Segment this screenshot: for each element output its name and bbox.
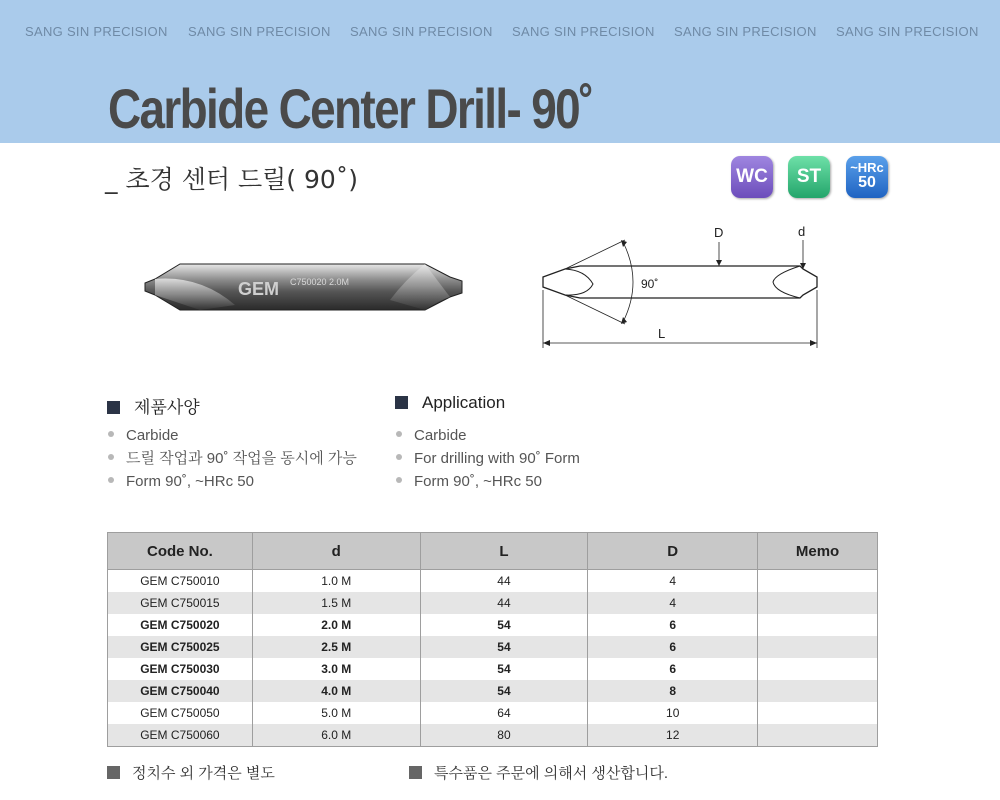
- table-row: [108, 658, 878, 680]
- cell-memo: [758, 636, 878, 658]
- cell-memo: [758, 658, 878, 680]
- cell-code: GEM C750020: [108, 614, 253, 636]
- column-header-D: D: [588, 533, 758, 570]
- diagram-label-L: L: [658, 326, 666, 341]
- note-price-text: 정치수 외 가격은 별도: [132, 765, 275, 782]
- cell-D: 10: [588, 702, 758, 724]
- column-header-L: L: [420, 533, 588, 570]
- specs-en-heading: [395, 393, 505, 413]
- cell-d: 2.5 M: [252, 636, 420, 658]
- cell-D: 4: [588, 570, 758, 593]
- table-row: [108, 680, 878, 702]
- cell-D: 12: [588, 724, 758, 747]
- cell-memo: [758, 570, 878, 593]
- table-row: [108, 592, 878, 614]
- cell-memo: [758, 592, 878, 614]
- diagram-arrow: [716, 260, 722, 266]
- cell-D: 4: [588, 592, 758, 614]
- spec-table: [107, 532, 878, 747]
- diagram-drill-outline: [543, 266, 817, 298]
- diagram-flute-right: [773, 266, 800, 298]
- list-item: [396, 424, 580, 447]
- cell-d: 2.0 M: [252, 614, 420, 636]
- cell-d: 3.0 M: [252, 658, 420, 680]
- diagram-arrow: [810, 340, 817, 346]
- cell-D: 8: [588, 680, 758, 702]
- cell-code: GEM C750060: [108, 724, 253, 747]
- dot-bullet-icon: [396, 454, 402, 460]
- list-item-text: 드릴 작업과 90˚ 작업을 동시에 가능: [126, 450, 357, 467]
- note-special-order: [409, 762, 668, 783]
- wc-material-badge: WC: [731, 156, 773, 198]
- diagram-arrow: [621, 240, 627, 247]
- list-item-text: Carbide: [126, 427, 179, 444]
- cell-L: 54: [420, 636, 588, 658]
- cell-D: 6: [588, 658, 758, 680]
- hrc-badge: [846, 156, 888, 198]
- cell-code: GEM C750010: [108, 570, 253, 593]
- cell-d: 1.0 M: [252, 570, 420, 593]
- list-item: [396, 447, 580, 470]
- cell-memo: [758, 702, 878, 724]
- diagram-angle-arc: [623, 242, 633, 322]
- square-bullet-icon: [107, 766, 120, 779]
- cell-code: GEM C750050: [108, 702, 253, 724]
- cell-L: 54: [420, 658, 588, 680]
- square-bullet-icon: [409, 766, 422, 779]
- list-item-text: Form 90˚, ~HRc 50: [126, 473, 254, 490]
- brand-text: SANG SIN PRECISION: [674, 24, 817, 39]
- cell-L: 44: [420, 592, 588, 614]
- list-item: [108, 470, 357, 493]
- table-row: [108, 614, 878, 636]
- diagram-label-angle: 90˚: [641, 277, 659, 291]
- cell-D: 6: [588, 636, 758, 658]
- note-price: [107, 762, 275, 783]
- dot-bullet-icon: [108, 477, 114, 483]
- brand-text: SANG SIN PRECISION: [350, 24, 493, 39]
- cell-D: 6: [588, 614, 758, 636]
- cell-L: 80: [420, 724, 588, 747]
- list-item: [396, 470, 580, 493]
- cell-memo: [758, 724, 878, 747]
- cell-d: 4.0 M: [252, 680, 420, 702]
- cell-code: GEM C750025: [108, 636, 253, 658]
- cell-L: 54: [420, 680, 588, 702]
- specs-ko-heading-text: 제품사양: [134, 398, 200, 417]
- square-bullet-icon: [107, 401, 120, 414]
- list-item-text: Carbide: [414, 427, 467, 444]
- brand-text: SANG SIN PRECISION: [25, 24, 168, 39]
- brand-text: SANG SIN PRECISION: [188, 24, 331, 39]
- drill-engraving: GEM: [238, 279, 280, 299]
- note-special-order-text: 특수품은 주문에 의해서 생산합니다.: [434, 765, 669, 782]
- dot-bullet-icon: [108, 431, 114, 437]
- dot-bullet-icon: [108, 454, 114, 460]
- page-title: Carbide Center Drill- 90˚: [108, 77, 593, 140]
- cell-d: 1.5 M: [252, 592, 420, 614]
- column-header-d: d: [252, 533, 420, 570]
- hrc-badge-top: ~HRc: [850, 160, 884, 175]
- drill-engraving-small: C750020 2.0M: [290, 277, 350, 287]
- diagram-arrow: [621, 317, 627, 324]
- st-material-badge: ST: [788, 156, 830, 198]
- cell-memo: [758, 680, 878, 702]
- table-header-row: [108, 533, 878, 570]
- diagram-label-d: d: [798, 224, 806, 239]
- brand-text: SANG SIN PRECISION: [512, 24, 655, 39]
- list-item-text: Form 90˚, ~HRc 50: [414, 473, 542, 490]
- diagram-flute-left: [565, 269, 593, 295]
- diagram-label-D: D: [714, 225, 724, 240]
- diagram-angle-line-bottom: [565, 295, 625, 324]
- specs-ko-heading: [107, 393, 200, 418]
- diagram-arrow: [543, 340, 550, 346]
- brand-row: [0, 24, 1000, 44]
- brand-text: SANG SIN PRECISION: [836, 24, 979, 39]
- specs-en-heading-text: Application: [422, 393, 506, 412]
- cell-d: 5.0 M: [252, 702, 420, 724]
- column-header-code: Code No.: [108, 533, 253, 570]
- hrc-badge-bottom: 50: [858, 174, 876, 191]
- dot-bullet-icon: [396, 477, 402, 483]
- table-row: [108, 636, 878, 658]
- cell-L: 54: [420, 614, 588, 636]
- column-header-memo: Memo: [758, 533, 878, 570]
- cell-code: GEM C750015: [108, 592, 253, 614]
- specs-en-list: [396, 424, 580, 493]
- technical-diagram: [535, 222, 835, 352]
- diagram-angle-line-top: [565, 240, 625, 269]
- cell-memo: [758, 614, 878, 636]
- cell-d: 6.0 M: [252, 724, 420, 747]
- cell-code: GEM C750030: [108, 658, 253, 680]
- cell-L: 44: [420, 570, 588, 593]
- table-row: [108, 724, 878, 747]
- page-subtitle: _ 초경 센터 드릴( 90˚): [105, 165, 359, 194]
- list-item-text: For drilling with 90˚ Form: [414, 450, 580, 467]
- square-bullet-icon: [395, 396, 408, 409]
- list-item: [108, 447, 357, 470]
- cell-L: 64: [420, 702, 588, 724]
- specs-ko-list: [108, 424, 357, 493]
- table-row: [108, 570, 878, 593]
- product-photo: [140, 255, 470, 325]
- dot-bullet-icon: [396, 431, 402, 437]
- list-item: [108, 424, 357, 447]
- table-row: [108, 702, 878, 724]
- cell-code: GEM C750040: [108, 680, 253, 702]
